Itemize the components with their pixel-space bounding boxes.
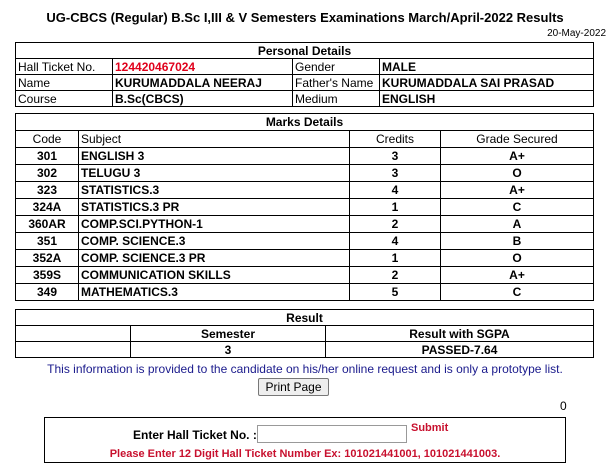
subject-code: 324A: [16, 199, 79, 216]
subject-code: 360AR: [16, 216, 79, 233]
submit-button[interactable]: Submit: [411, 422, 449, 434]
result-panel: [15, 309, 594, 358]
subject-name: COMP.SCI.PYTHON-1: [79, 216, 350, 233]
subject-name: STATISTICS.3 PR: [79, 199, 350, 216]
hall-ticket-label: Hall Ticket No.: [16, 59, 113, 75]
result-date: 20-May-2022: [547, 28, 606, 39]
result-spacer-cell: [16, 342, 131, 358]
father-name-label: Father's Name: [293, 75, 380, 91]
subject-credits: 2: [350, 267, 441, 284]
subject-code: 323: [16, 182, 79, 199]
subject-grade: B: [441, 233, 594, 250]
semester-label: Semester: [131, 326, 326, 342]
table-row: [16, 250, 594, 267]
subject-grade: A+: [441, 267, 594, 284]
course-value: B.Sc(CBCS): [113, 91, 293, 107]
subject-grade: O: [441, 165, 594, 182]
hall-ticket-value: 124420467024: [113, 59, 293, 75]
gender-label: Gender: [293, 59, 380, 75]
subject-credits: 3: [350, 148, 441, 165]
subject-code: 302: [16, 165, 79, 182]
col-grade-header: Grade Secured: [441, 131, 594, 148]
disclaimer-text: This information is provided to the candidate on his/her online request and is only a prototype list.: [47, 362, 563, 376]
subject-code: 349: [16, 284, 79, 301]
table-row: [16, 284, 594, 301]
subject-name: ENGLISH 3: [79, 148, 350, 165]
subject-code: 351: [16, 233, 79, 250]
subject-grade: A+: [441, 182, 594, 199]
subject-code: 359S: [16, 267, 79, 284]
hall-ticket-entry-panel: [44, 417, 566, 463]
marks-details-heading: Marks Details: [16, 114, 594, 131]
marks-details-panel: [15, 113, 594, 301]
subject-grade: C: [441, 199, 594, 216]
course-label: Course: [16, 91, 113, 107]
subject-credits: 4: [350, 233, 441, 250]
subject-grade: A+: [441, 148, 594, 165]
result-spacer-cell: [16, 326, 131, 342]
subject-name: MATHEMATICS.3: [79, 284, 350, 301]
subject-credits: 5: [350, 284, 441, 301]
subject-code: 352A: [16, 250, 79, 267]
gender-value: MALE: [380, 59, 594, 75]
subject-name: COMP. SCIENCE.3 PR: [79, 250, 350, 267]
table-row: [16, 148, 594, 165]
visitor-counter: 0: [560, 399, 567, 413]
subject-name: STATISTICS.3: [79, 182, 350, 199]
personal-details-panel: [15, 42, 594, 107]
sgpa-label: Result with SGPA: [326, 326, 594, 342]
subject-credits: 2: [350, 216, 441, 233]
sgpa-value: PASSED-7.64: [326, 342, 594, 358]
hall-ticket-hint: Please Enter 12 Digit Hall Ticket Number Ex: 101021441001, 101021441003.: [109, 448, 501, 460]
subject-credits: 4: [350, 182, 441, 199]
result-heading: Result: [16, 310, 594, 326]
page-title: UG-CBCS (Regular) B.Sc I,III & V Semesters Examinations March/April-2022 Results: [46, 10, 564, 25]
subject-name: COMMUNICATION SKILLS: [79, 267, 350, 284]
hall-ticket-entry-label: Enter Hall Ticket No. :: [133, 428, 257, 442]
subject-credits: 3: [350, 165, 441, 182]
subject-credits: 1: [350, 199, 441, 216]
subject-grade: A: [441, 216, 594, 233]
name-label: Name: [16, 75, 113, 91]
medium-value: ENGLISH: [380, 91, 594, 107]
table-row: [16, 182, 594, 199]
semester-value: 3: [131, 342, 326, 358]
table-row: [16, 165, 594, 182]
table-row: [16, 216, 594, 233]
col-subject-header: Subject: [79, 131, 350, 148]
table-row: [16, 267, 594, 284]
col-credits-header: Credits: [350, 131, 441, 148]
subject-code: 301: [16, 148, 79, 165]
hall-ticket-input[interactable]: [257, 425, 407, 443]
subject-name: TELUGU 3: [79, 165, 350, 182]
father-name-value: KURUMADDALA SAI PRASAD: [380, 75, 594, 91]
print-page-button[interactable]: Print Page: [258, 378, 329, 396]
subject-name: COMP. SCIENCE.3: [79, 233, 350, 250]
col-code-header: Code: [16, 131, 79, 148]
table-row: [16, 233, 594, 250]
subject-grade: O: [441, 250, 594, 267]
name-value: KURUMADDALA NEERAJ: [113, 75, 293, 91]
subject-grade: C: [441, 284, 594, 301]
medium-label: Medium: [293, 91, 380, 107]
personal-details-heading: Personal Details: [16, 43, 594, 59]
subject-credits: 1: [350, 250, 441, 267]
table-row: [16, 199, 594, 216]
